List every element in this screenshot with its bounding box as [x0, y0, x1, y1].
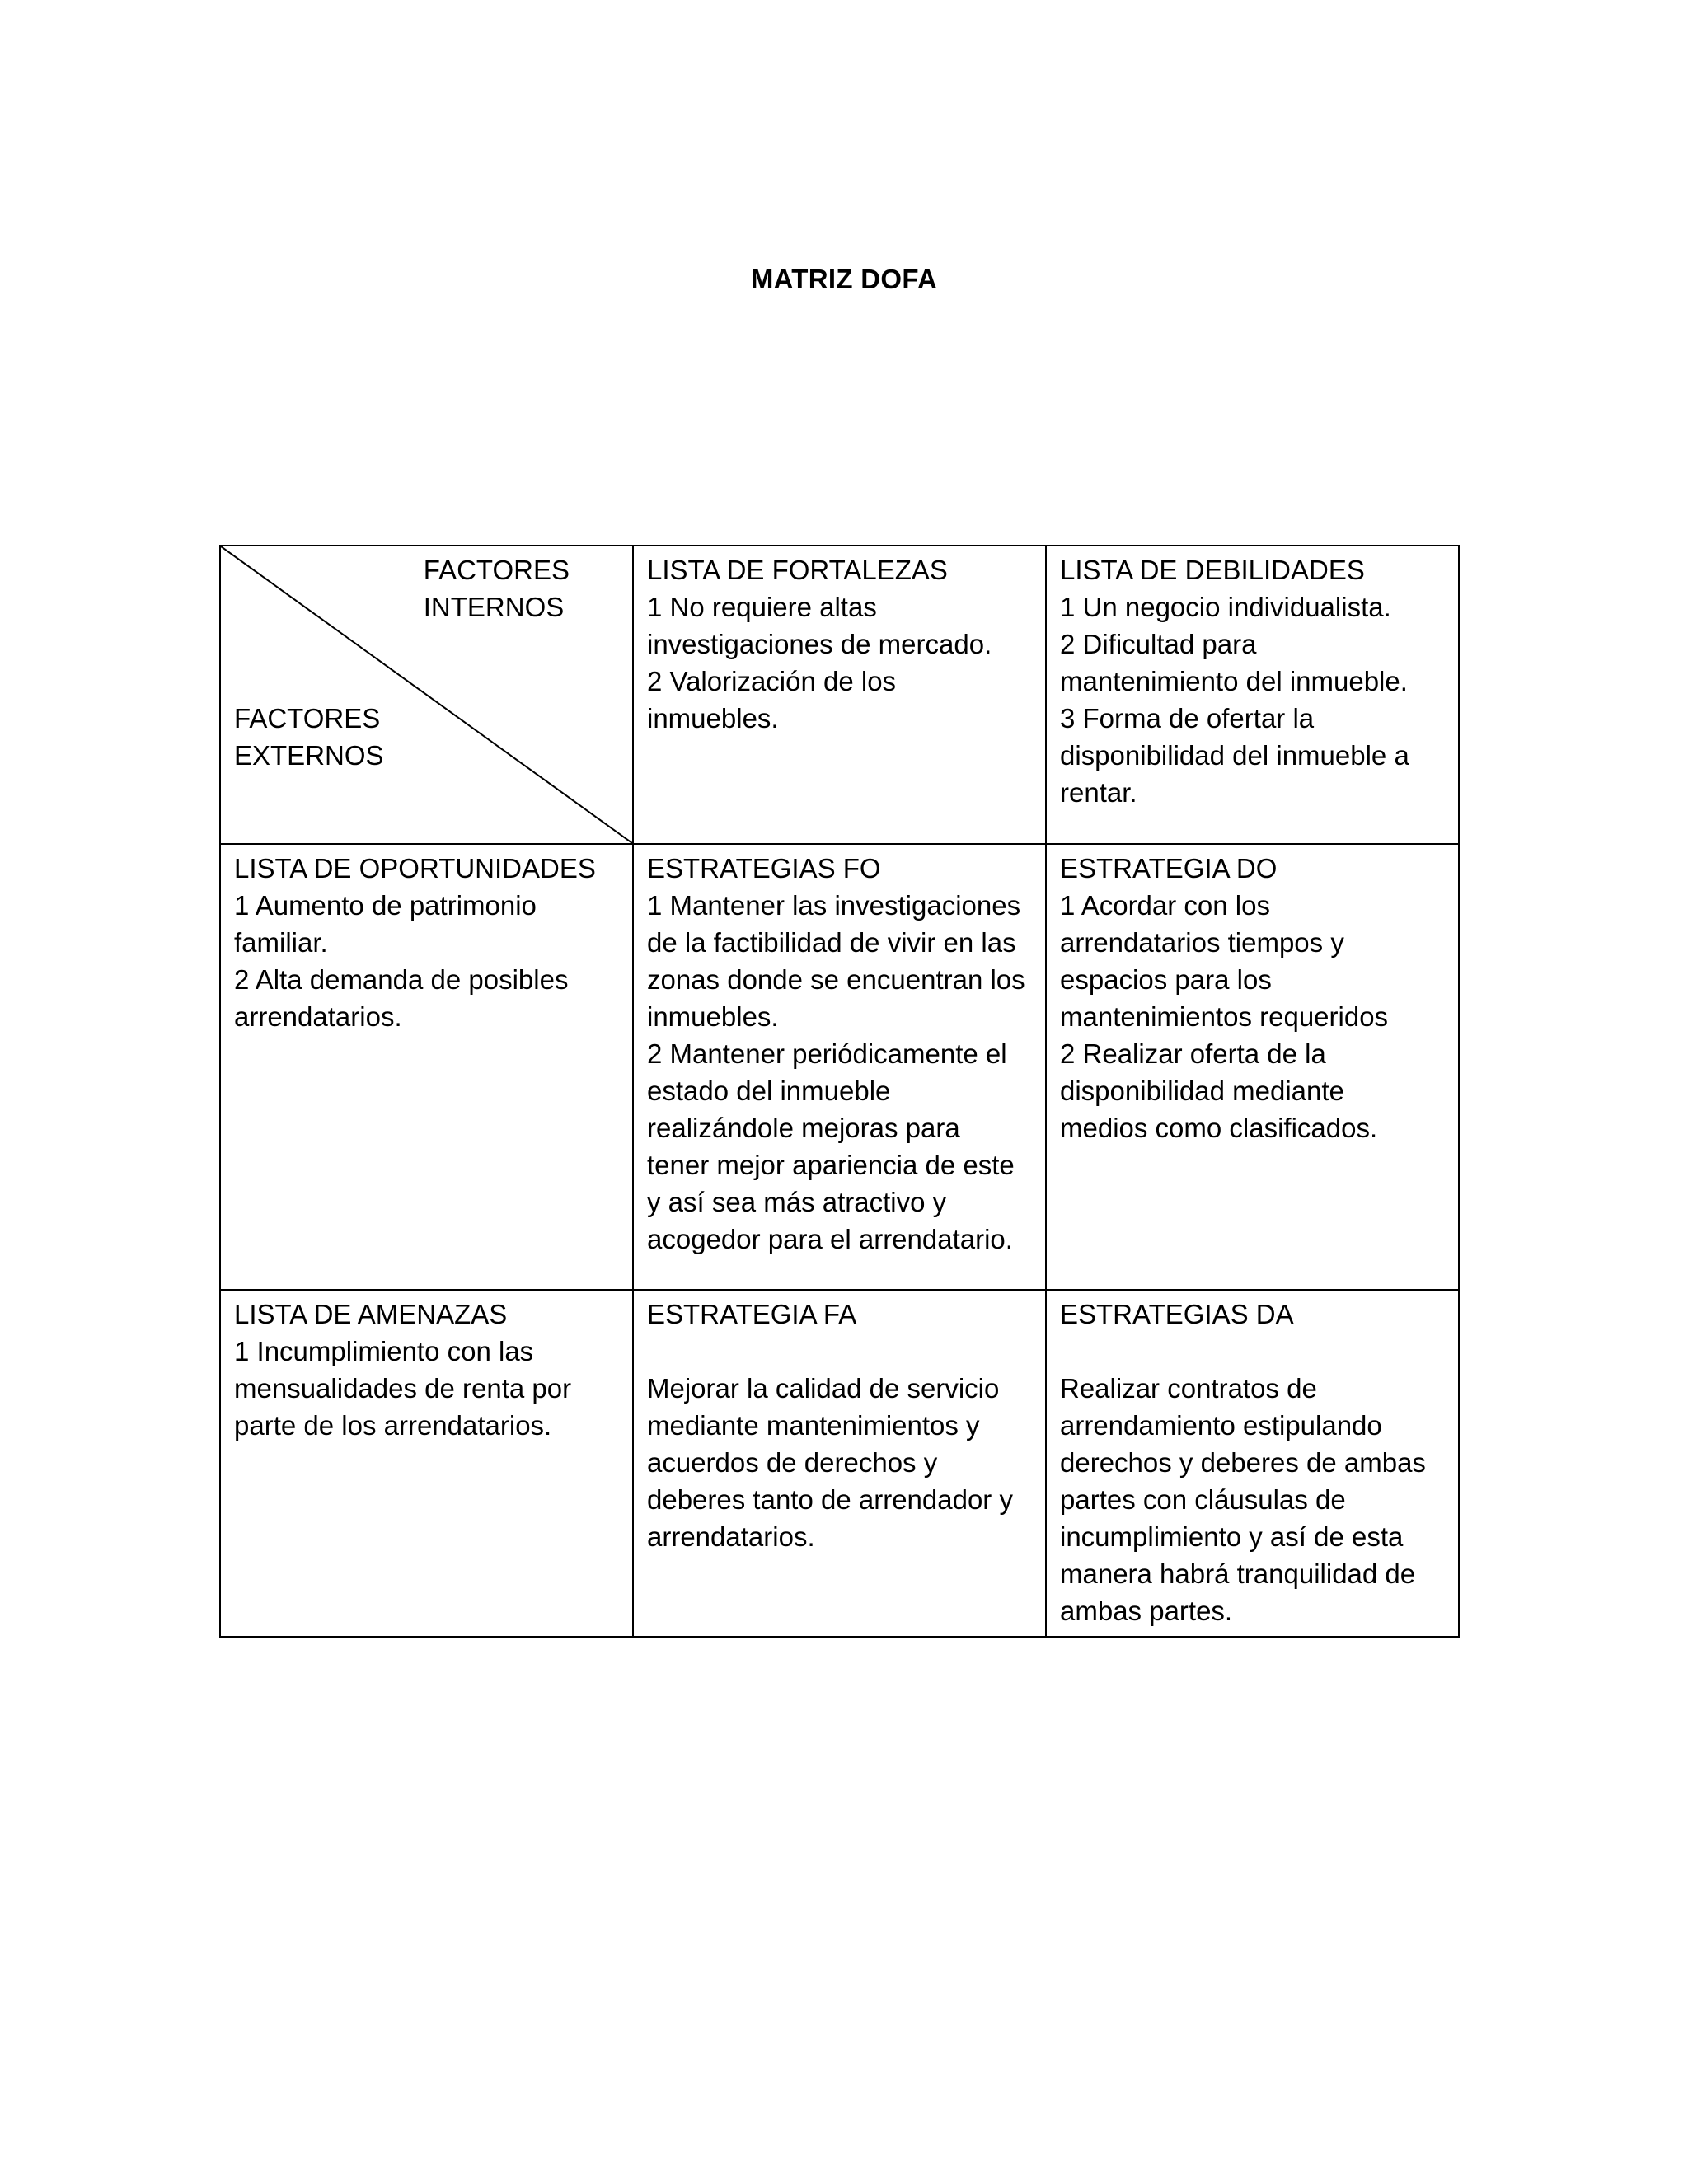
document-title: MATRIZ DOFA: [750, 264, 938, 294]
corner-text-line: FACTORES: [423, 555, 570, 585]
cell-line: mantenimiento del inmueble.: [1060, 666, 1408, 696]
cell-line: incumplimiento y así de esta: [1060, 1521, 1404, 1552]
cell-line: Realizar contratos de: [1060, 1373, 1317, 1404]
cell-line: arrendatarios tiempos y: [1060, 927, 1344, 958]
cell-line: 1 Mantener las investigaciones: [647, 890, 1021, 921]
cell-line: zonas donde se encuentran los: [647, 964, 1025, 995]
corner-text-line: INTERNOS: [423, 592, 565, 622]
corner-text-line: EXTERNOS: [234, 740, 384, 771]
cell-line: 1 Aumento de patrimonio: [234, 890, 537, 921]
cell-line: 1 Un negocio individualista.: [1060, 592, 1391, 622]
estrategias-da-cell: [1046, 1290, 1459, 1637]
cell-line: parte de los arrendatarios.: [234, 1410, 552, 1441]
cell-line: 2 Valorización de los: [647, 666, 897, 696]
cell-line: disponibilidad mediante: [1060, 1076, 1344, 1106]
cell-line: Mejorar la calidad de servicio: [647, 1373, 1000, 1404]
cell-line: deberes tanto de arrendador y: [647, 1484, 1013, 1515]
matrix-row-amenazas: [220, 1290, 1459, 1637]
cell-line: mediante mantenimientos y: [647, 1410, 980, 1441]
cell-line: ambas partes.: [1060, 1596, 1233, 1626]
cell-line: 1 Acordar con los: [1060, 890, 1270, 921]
amenazas-cell: [220, 1290, 633, 1637]
cell-line: y así sea más atractivo y: [647, 1187, 947, 1217]
cell-line: estado del inmueble: [647, 1076, 891, 1106]
cell-line: 3 Forma de ofertar la: [1060, 703, 1315, 733]
debilidades-cell: [1046, 546, 1459, 844]
cell-line: disponibilidad del inmueble a: [1060, 740, 1409, 771]
estrategias-fo-cell: [633, 844, 1046, 1290]
cell-heading: LISTA DE AMENAZAS: [234, 1299, 508, 1329]
blank-line: [647, 1333, 1032, 1370]
cell-line: partes con cláusulas de: [1060, 1484, 1346, 1515]
factores-internos-label: [424, 551, 570, 626]
cell-line: 2 Dificultad para: [1060, 629, 1257, 659]
cell-line: mantenimientos requeridos: [1060, 1001, 1389, 1032]
cell-line: espacios para los: [1060, 964, 1272, 995]
cell-line: rentar.: [1060, 777, 1137, 808]
estrategia-fa-cell: [633, 1290, 1046, 1637]
dofa-matrix: [219, 545, 1460, 1638]
cell-line: manera habrá tranquilidad de: [1060, 1558, 1416, 1589]
cell-line: acuerdos de derechos y: [647, 1447, 938, 1478]
cell-line: medios como clasificados.: [1060, 1113, 1378, 1143]
cell-line: 2 Realizar oferta de la: [1060, 1038, 1326, 1069]
fortalezas-cell: [633, 546, 1046, 844]
factores-externos-label: [234, 700, 384, 774]
cell-heading: LISTA DE OPORTUNIDADES: [234, 853, 596, 883]
blank-line: [1060, 1333, 1445, 1370]
corner-cell: [220, 546, 633, 844]
cell-line: tener mejor apariencia de este: [647, 1150, 1015, 1180]
matrix-row-oportunidades: [220, 844, 1459, 1290]
cell-line: acogedor para el arrendatario.: [647, 1224, 1013, 1254]
estrategia-do-cell: [1046, 844, 1459, 1290]
cell-line: 1 Incumplimiento con las: [234, 1336, 534, 1366]
cell-line: inmuebles.: [647, 703, 779, 733]
cell-line: arrendatarios.: [647, 1521, 815, 1552]
cell-line: investigaciones de mercado.: [647, 629, 992, 659]
cell-line: realizándole mejoras para: [647, 1113, 960, 1143]
cell-heading: ESTRATEGIAS FO: [647, 853, 881, 883]
oportunidades-cell: [220, 844, 633, 1290]
cell-heading: LISTA DE DEBILIDADES: [1060, 555, 1365, 585]
cell-heading: LISTA DE FORTALEZAS: [647, 555, 948, 585]
cell-line: inmuebles.: [647, 1001, 779, 1032]
cell-line: arrendamiento estipulando: [1060, 1410, 1382, 1441]
cell-line: 1 No requiere altas: [647, 592, 877, 622]
cell-heading: ESTRATEGIA FA: [647, 1299, 857, 1329]
cell-line: de la factibilidad de vivir en las: [647, 927, 1016, 958]
cell-line: 2 Alta demanda de posibles: [234, 964, 569, 995]
cell-line: derechos y deberes de ambas: [1060, 1447, 1426, 1478]
cell-line: mensualidades de renta por: [234, 1373, 572, 1404]
cell-line: arrendatarios.: [234, 1001, 402, 1032]
cell-line: 2 Mantener periódicamente el: [647, 1038, 1007, 1069]
cell-line: familiar.: [234, 927, 328, 958]
corner-text-line: FACTORES: [234, 703, 381, 733]
cell-heading: ESTRATEGIA DO: [1060, 853, 1278, 883]
cell-heading: ESTRATEGIAS DA: [1060, 1299, 1294, 1329]
matrix-row-header: [220, 546, 1459, 844]
